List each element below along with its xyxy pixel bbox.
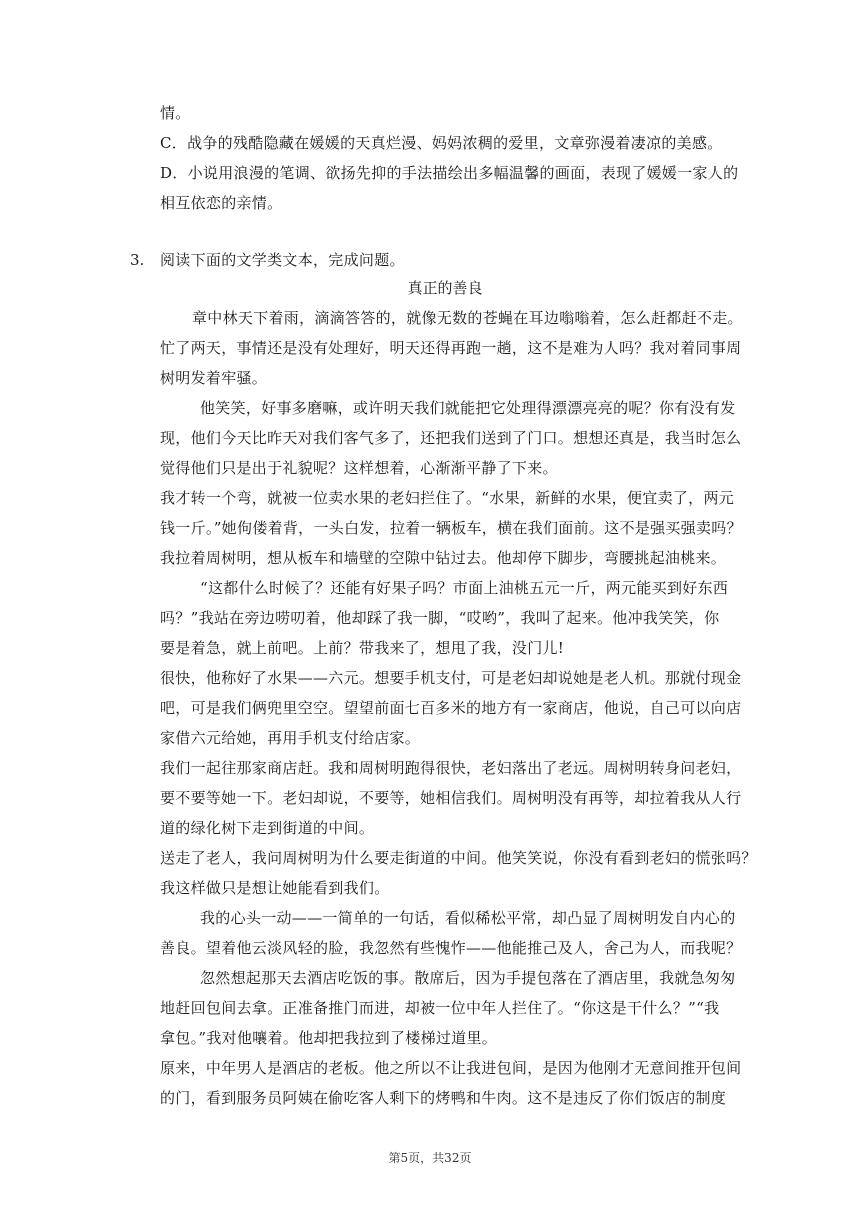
paragraph-line: 他笑笑，好事多磨嘛，或许明天我们就能把它处理得漂漂亮亮的呢？你有没有发 <box>200 399 736 417</box>
story-paragraph <box>160 573 730 663</box>
paragraph-line: 的门，看到服务员阿姨在偷吃客人剩下的烤鸭和牛肉。这不是违反了你们饭店的制度 <box>160 1089 727 1107</box>
paragraph-line: 要是着急，就上前吧。上前？带我来了，想甩了我，没门儿! <box>160 639 565 657</box>
story-paragraph <box>160 843 757 903</box>
story-paragraph <box>160 393 742 483</box>
question-number: 3. <box>130 251 145 269</box>
paragraph-line: 忽然想起那天去酒店吃饭的事。散席后，因为手提包落在了酒店里，我就急匆匆 <box>200 969 736 987</box>
paragraph-line: 原来，中年男人是酒店的老板。他之所以不让我进包间，是因为他刚才无意间推开包间 <box>160 1059 742 1077</box>
paragraph-line: 钱一斤。”她佝偻着背，一头白发，拉着一辆板车，横在我们面前。这不是强买强卖吗？ <box>160 519 742 537</box>
story-paragraph <box>160 483 742 573</box>
paragraph-line: 我拉着周树明，想从板车和墙壁的空隙中钻过去。他却停下脚步，弯腰挑起油桃来。 <box>160 549 727 567</box>
paragraph-line: 觉得他们只是出于礼貌呢？这样想着，心渐渐平静了下来。 <box>160 459 558 477</box>
paragraph-line: 树明发着牢骚。 <box>160 369 268 387</box>
paragraph-line: 现，他们今天比昨天对我们客气多了，还把我们送到了门口。想想还真是，我当时怎么 <box>160 429 742 447</box>
story-body <box>160 303 757 1113</box>
prev-question-options <box>160 98 739 218</box>
paragraph-line: 我这样做只是想让她能看到我们。 <box>160 879 390 897</box>
story-paragraph <box>160 903 742 963</box>
paragraph-line: 地赶回包间去拿。正准备推门而进，却被一位中年人拦住了。“你这是干什么？”“我 <box>160 999 720 1017</box>
option-d: D．小说用浪漫的笔调、欲扬先抑的手法描绘出多幅温馨的画面，表现了媛媛一家人的 <box>160 164 739 182</box>
story-title: 真正的善良 <box>407 279 483 297</box>
option-d-continued: 相互依恋的亲情。 <box>160 194 283 212</box>
paragraph-line: 家借六元给她，再用手机支付给店家。 <box>160 729 421 747</box>
story-paragraph <box>160 663 742 753</box>
question-prompt: 阅读下面的文学类文本，完成问题。 <box>160 251 405 269</box>
question-prompt-block <box>160 245 730 275</box>
paragraph-line: “这都什么时候了？还能有好果子吗？市面上油桃五元一斤，两元能买到好东西 <box>200 579 729 597</box>
story-paragraph <box>160 303 743 393</box>
paragraph-line: 吧，可是我们俩兜里空空。望望前面七百多米的地方有一家商店，他说，自己可以向店 <box>160 699 742 717</box>
page-footer: 第5页，共32页 <box>388 1151 472 1165</box>
paragraph-line: 我才转一个弯，就被一位卖水果的老妇拦住了。“水果，新鲜的水果，便宜卖了，两元 <box>160 489 735 507</box>
story-paragraph <box>160 753 742 843</box>
paragraph-line: 拿包。”我对他嚷着。他却把我拉到了楼梯过道里。 <box>160 1029 498 1047</box>
story-paragraph <box>160 1053 742 1113</box>
paragraph-line: 吗？”我站在旁边唠叨着，他却踩了我一脚，“哎哟”，我叫了起来。他冲我笑笑，你 <box>160 609 720 627</box>
paragraph-line: 要不要等她一下。老妇却说，不要等，她相信我们。周树明没有再等，却拉着我从人行 <box>160 789 742 807</box>
paragraph-line: 很快，他称好了水果——六元。想要手机支付，可是老妇却说她是老人机。那就付现金 <box>160 669 742 687</box>
option-c: C．战争的残酷隐藏在媛媛的天真烂漫、妈妈浓稠的爱里，文章弥漫着凄凉的美感。 <box>160 134 723 152</box>
paragraph-line: 善良。望着他云淡风轻的脸，我忽然有些愧怍——他能推己及人，舍己为人，而我呢？ <box>160 939 742 957</box>
story-paragraph <box>160 963 736 1053</box>
paragraph-line: 忙了两天，事情还是没有处理好，明天还得再跑一趟，这不是难为人吗？我对着同事周 <box>160 339 742 357</box>
paragraph-line: 送走了老人，我问周树明为什么要走街道的中间。他笑笑说，你没有看到老妇的慌张吗？ <box>160 849 757 867</box>
paragraph-line: 章中林天下着雨，滴滴答答的，就像无数的苍蝇在耳边嗡嗡着，怎么赶都赶不走。 <box>192 309 743 327</box>
paragraph-line: 我们一起往那家商店赶。我和周树明跑得很快，老妇落出了老远。周树明转身问老妇， <box>160 759 742 777</box>
prev-option-line: 情。 <box>160 104 191 122</box>
paragraph-line: 我的心头一动——一简单的一句话，看似稀松平常，却凸显了周树明发自内心的 <box>200 909 736 927</box>
paragraph-line: 道的绿化树下走到街道的中间。 <box>160 819 375 837</box>
